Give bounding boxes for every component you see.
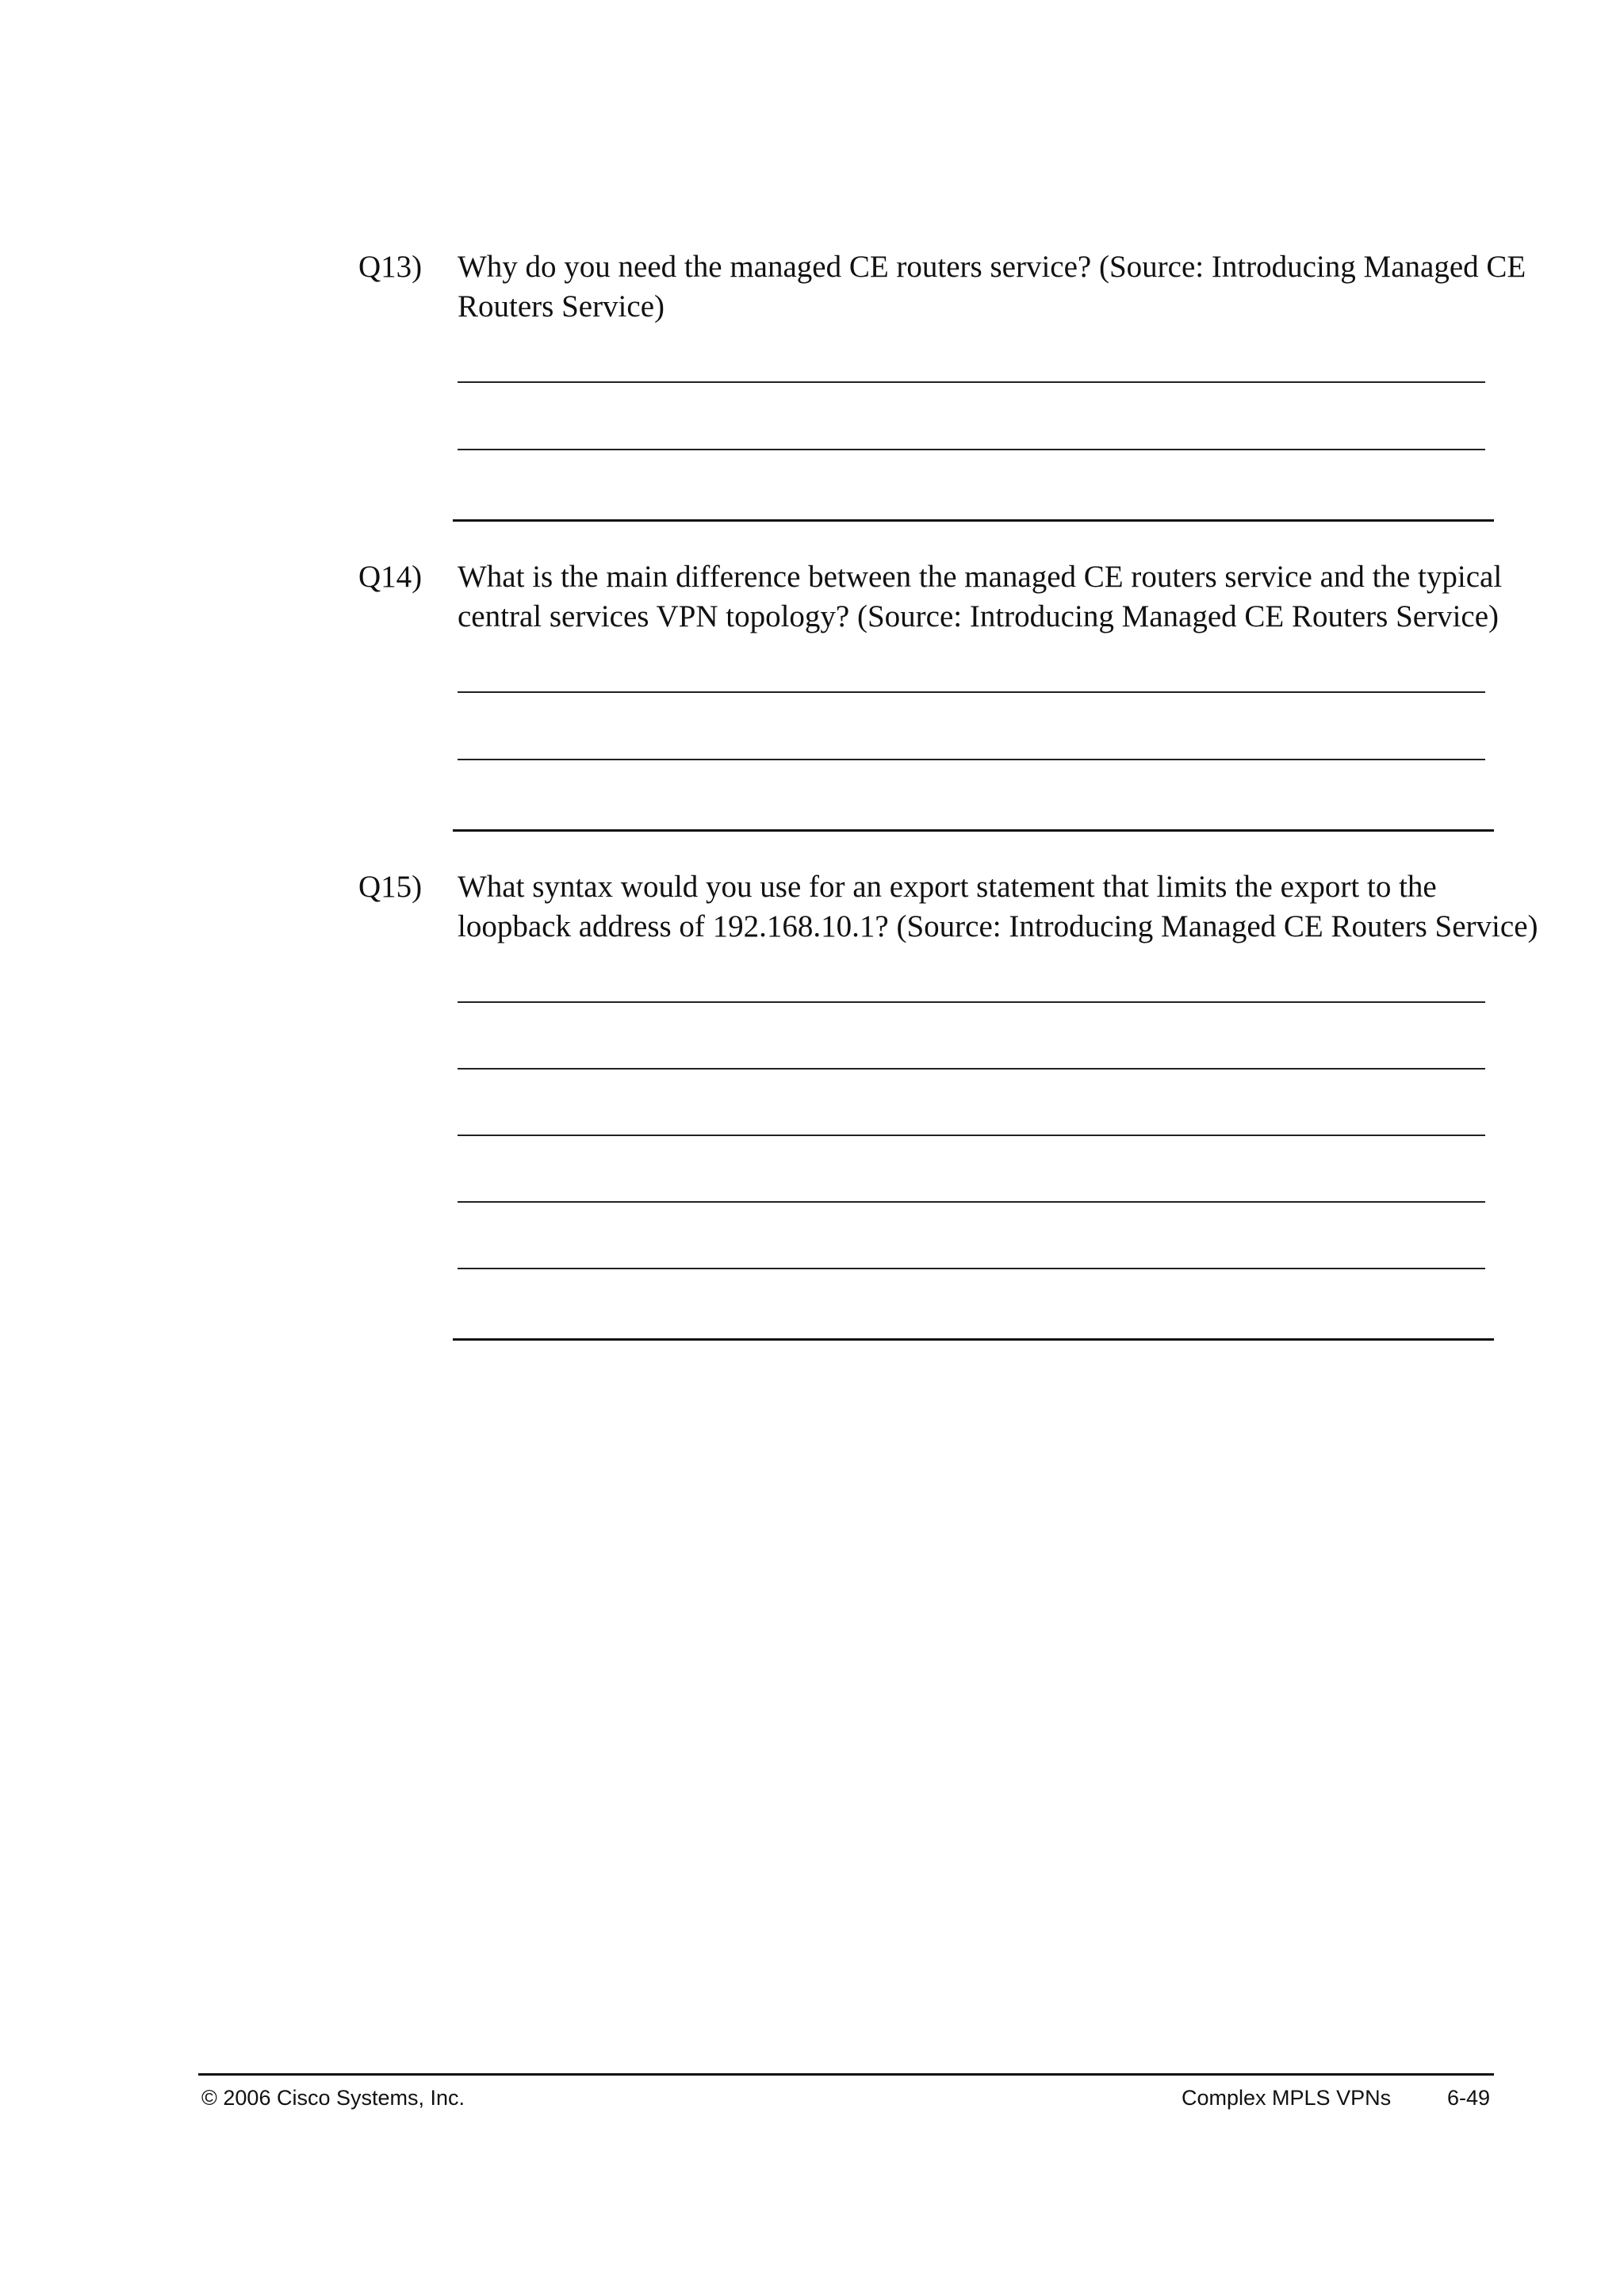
answer-line[interactable] (453, 519, 1494, 522)
question-text-line: Why do you need the managed CE routers service? (Source: Introducing Managed CE (458, 250, 1526, 284)
answer-line[interactable] (458, 1001, 1485, 1003)
answer-line[interactable] (458, 691, 1485, 693)
answer-line[interactable] (453, 829, 1494, 832)
answer-line[interactable] (458, 1201, 1485, 1203)
answer-line[interactable] (458, 1135, 1485, 1136)
question-number: Q13) (358, 250, 423, 284)
question-number: Q15) (358, 870, 423, 904)
footer-copyright: © 2006 Cisco Systems, Inc. (201, 2086, 465, 2110)
question-text-line: central services VPN topology? (Source: Introducing Managed CE Routers Service) (458, 599, 1500, 633)
answer-line[interactable] (453, 1338, 1494, 1341)
answer-line[interactable] (458, 1068, 1485, 1070)
question-text (458, 557, 1503, 637)
answer-line[interactable] (458, 759, 1485, 760)
question-text-line: loopback address of 192.168.10.1? (Source: Introducing Managed CE Routers Service) (458, 909, 1538, 943)
question-text-line: What syntax would you use for an export statement that limits the export to the (458, 870, 1437, 904)
footer-course-title: Complex MPLS VPNs (1182, 2086, 1392, 2110)
question-number: Q14) (358, 560, 423, 594)
footer-rule (198, 2073, 1494, 2076)
answer-line[interactable] (458, 381, 1485, 383)
question-text-line: Routers Service) (458, 289, 665, 323)
question-text (458, 867, 1538, 947)
answer-line[interactable] (458, 449, 1485, 450)
footer-page-number: 6-49 (1447, 2086, 1491, 2110)
question-text (458, 247, 1526, 327)
question-text-line: What is the main difference between the managed CE routers service and the typical (458, 560, 1503, 594)
answer-line[interactable] (458, 1268, 1485, 1269)
